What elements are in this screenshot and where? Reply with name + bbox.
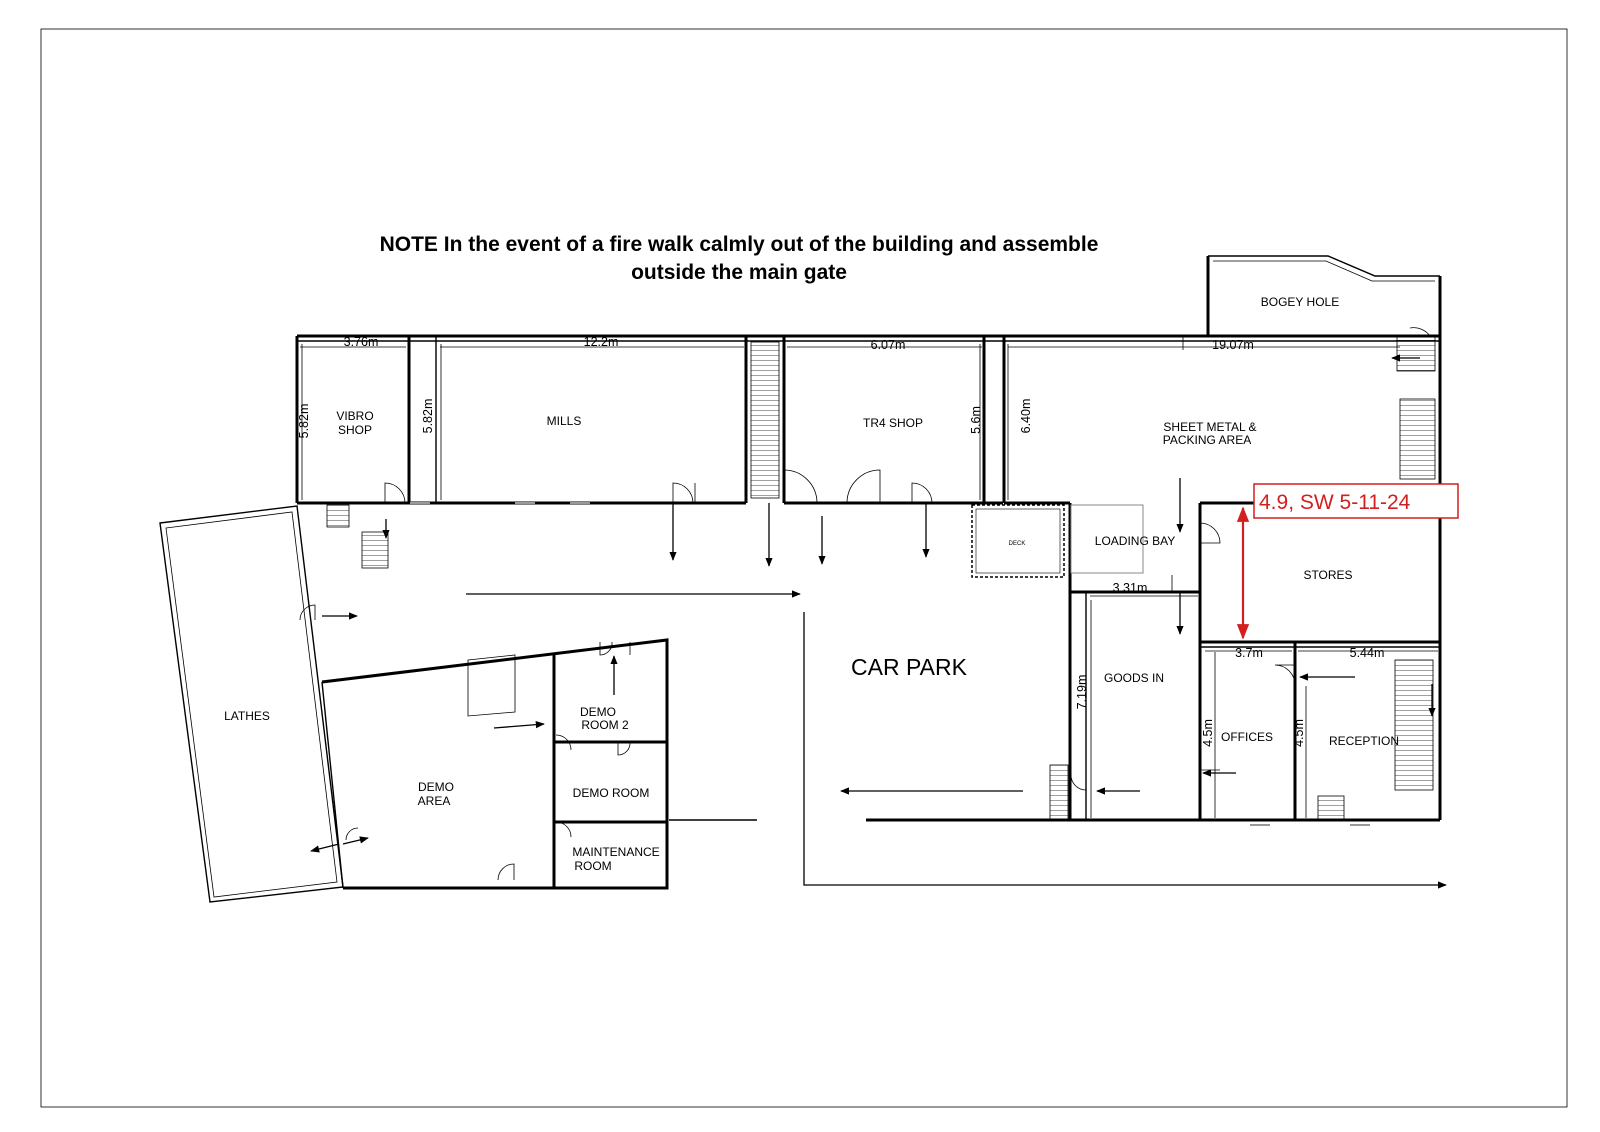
label-vibro-shop-1: VIBRO — [336, 409, 374, 423]
label-demo-room-2-1: DEMO — [580, 705, 616, 719]
stair-vibro — [327, 505, 349, 527]
dim-reception-height: 4.5m — [1292, 719, 1306, 747]
dimension-labels — [297, 335, 1384, 747]
label-tr4-shop: TR4 SHOP — [862, 416, 924, 430]
measurement-annotation — [1243, 484, 1458, 638]
stair-sheet-metal — [1400, 399, 1435, 479]
dim-sheet-height: 6.40m — [1019, 398, 1033, 434]
dim-tr4-width: 6.07m — [870, 338, 906, 352]
stair-bogey-hole — [1397, 336, 1435, 371]
label-maintenance-2: ROOM — [574, 859, 612, 873]
dim-mills-width: 12.2m — [583, 335, 619, 349]
label-reception: RECEPTION — [1328, 734, 1400, 748]
label-demo-area-1: DEMO — [418, 780, 454, 794]
label-maintenance-1: MAINTENANCE — [572, 845, 660, 859]
dim-goods-in-height: 7.19m — [1075, 674, 1089, 710]
dim-offices-width: 3.7m — [1235, 646, 1263, 660]
label-mills: MILLS — [546, 414, 582, 428]
stair-mills-tr4 — [751, 342, 779, 498]
label-demo-room-2-2: ROOM 2 — [581, 718, 629, 732]
label-vibro-shop-2: SHOP — [337, 423, 373, 437]
dim-goods-in-width: 3.31m — [1112, 581, 1148, 595]
label-goods-in: GOODS IN — [1103, 671, 1165, 685]
label-car-park: CAR PARK — [851, 654, 967, 680]
door-swings — [300, 328, 1430, 880]
annotation-label: 4.9, SW 5-11-24 — [1259, 491, 1411, 514]
west-building — [160, 506, 757, 902]
label-sheet-metal-1: SHEET METAL & — [1163, 420, 1257, 434]
stair-reception-front — [1318, 796, 1344, 820]
evacuation-arrows — [311, 358, 1446, 885]
dim-vibro-height: 5.82m — [297, 403, 311, 439]
fire-note-line-2: outside the main gate — [631, 261, 847, 284]
room-labels — [224, 295, 1399, 873]
label-demo-room: DEMO ROOM — [572, 786, 650, 800]
dim-sheet-width: 19.07m — [1212, 338, 1254, 352]
stair-reception — [1395, 660, 1433, 790]
label-lathes: LATHES — [224, 709, 270, 723]
label-sheet-metal-2: PACKING AREA — [1162, 433, 1252, 447]
dim-mills-height: 5.82m — [421, 398, 435, 434]
label-bogey-hole: BOGEY HOLE — [1260, 295, 1340, 309]
stair-goods-in — [1050, 765, 1068, 820]
fire-note-line-1: NOTE In the event of a fire walk calmly out of the building and assemble — [379, 233, 1099, 256]
dim-reception-width: 5.44m — [1349, 646, 1385, 660]
dim-offices-height: 4.5m — [1201, 719, 1215, 747]
dim-vibro-width: 3.76m — [343, 335, 379, 349]
label-deck: DECK — [1008, 541, 1026, 547]
label-offices: OFFICES — [1220, 730, 1274, 744]
label-stores: STORES — [1303, 568, 1353, 582]
label-demo-area-2: AREA — [417, 794, 451, 808]
dim-tr4-height: 5.6m — [969, 406, 983, 434]
label-loading-bay: LOADING BAY — [1094, 534, 1176, 548]
